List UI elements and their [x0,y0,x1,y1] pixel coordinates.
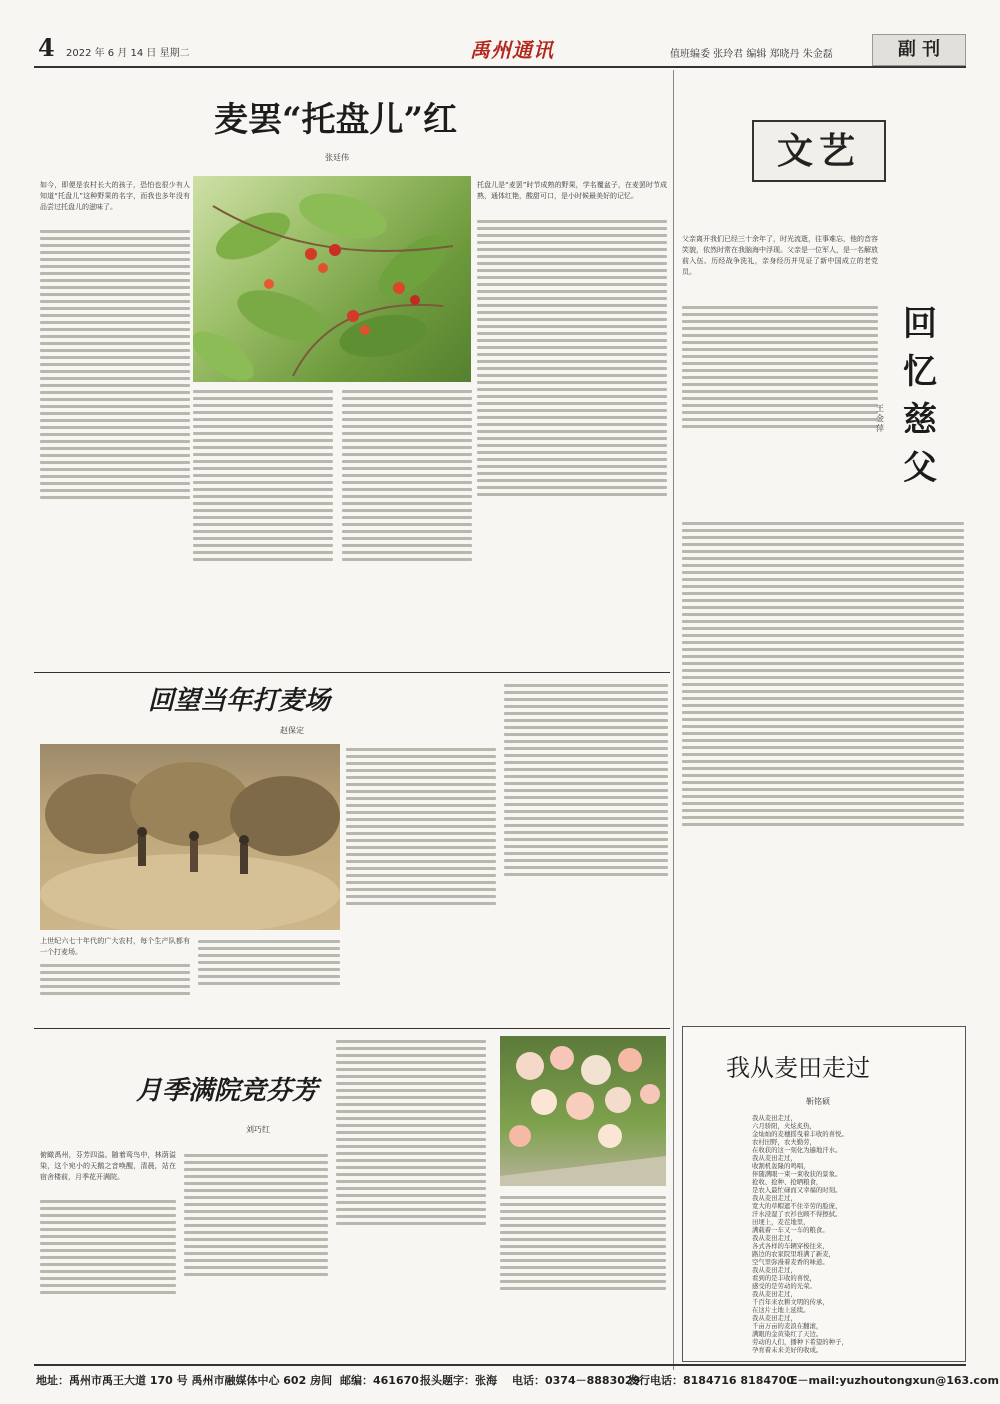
issue-date: 2022 年 6 月 14 日 星期二 [66,48,190,59]
rose-photo [500,1036,666,1186]
article2-text-col2 [198,936,340,1020]
poem-line: 看到的是丰收的喜悦， [752,1274,816,1282]
poem-line: 满载着一车又一车的粮食。 [752,1226,829,1234]
footer-phone: 电话：0374－8883029 [512,1374,641,1387]
article3-text-col3 [336,1036,486,1360]
article2-author: 赵保定 [280,726,304,735]
footer-postcode: 邮编：461670 [340,1374,419,1387]
footer-distribution: 发行电话：8184716 8184700 [628,1374,794,1387]
article2-caption: 上世纪六七十年代的广大农村，每个生产队都有一个打麦场。 [40,937,190,956]
article3-text-col1 [40,1196,176,1360]
poem-line: 伴随满眼一束一束收获的景象。 [752,1170,842,1178]
article2-text-col4 [504,680,668,1020]
poem-line: 农村田野，农夫勤劳， [752,1138,816,1146]
page-number: 4 [38,33,55,62]
article1-title: 麦罢“托盘儿”红 [214,100,458,140]
article3-author: 刘巧红 [246,1125,270,1134]
poem-line: 宽大的草帽遮不住辛劳的脸庞， [752,1202,842,1210]
poem-line: 我从麦田走过， [752,1290,797,1298]
article2-title: 回望当年打麦场 [148,686,331,716]
poem-line: 汗水浸湿了衣衫也顾不得擦拭。 [752,1210,842,1218]
poem-line: 我从麦田走过， [752,1194,797,1202]
article1-para: 托盘儿是“麦罢”时节成熟的野果，学名覆盆子，在麦罢时节成熟，通体红艳，酸甜可口，是小时候最美好的记忆。 [477,181,667,200]
article1-opening: 如今，即便是农村长大的孩子，恐怕也很少有人知道“托盘儿”这种野果的名字，而我也多年没有品尝过托盘儿的滋味了。 [40,181,190,211]
poem-line: 感受的是劳动的光荣。 [752,1282,816,1290]
poem-title: 我从麦田走过 [726,1054,870,1082]
article2-text-col3 [346,744,496,1020]
article3-opening: 俯瞰禹州，芬芳四溢。随着鸾鸟中，林荫溢染，这个宛小的天鹅之音唤醒，清晨，站在宿舍楼前，月季花开满院。 [40,1151,176,1181]
poem-line: 收割机轰隆的鸣唱， [752,1162,810,1170]
poem-line: 满眼的金黄染红了天边。 [752,1330,823,1338]
article1-text-col3 [342,386,472,666]
poem-line: 千亩万亩的麦浪在翻滚， [752,1322,823,1330]
divider-2 [34,1028,670,1029]
editors: 值班编委 张玲君 编辑 郑晓丹 朱金磊 [670,49,833,60]
footer-hotline: 报头题字：张海 [420,1374,497,1387]
article4-author: 王金萍 [876,404,884,433]
raspberry-photo [193,176,471,382]
article1-text-col2 [193,386,333,666]
article1-author: 张廷伟 [325,153,349,162]
article1-text-col1 [40,226,190,666]
article1-text-col4 [477,216,667,666]
article2-text-col1 [40,960,190,1020]
poem-line: 各式各样的车辆穿梭往来， [752,1242,829,1250]
poem-line: 抢收、抢种、抢晒粮食， [752,1178,823,1186]
article4-title: 回忆慈父 [903,304,937,488]
poem-author: 靳铭硕 [806,1097,830,1106]
header-rule [34,66,966,68]
poem-line: 千百年来农耕文明的传承， [752,1298,829,1306]
footer-address: 地址：禹州市禹王大道 170 号 禹州市融媒体中心 602 房间 [36,1374,333,1387]
article4-opening: 父亲离开我们已经三十余年了，时光流逝，往事难忘，他的音容笑貌，依然时常在我脑海中浮现。父亲是一位军人，是一名解放前入伍、历经战争洗礼，亲身经历并见证了新中国成立的老党员。 [682,235,878,276]
poem-line: 我从麦田走过， [752,1154,797,1162]
article3-title: 月季满院竞芬芳 [136,1076,319,1106]
column-badge: 文艺 [752,120,886,182]
divider-1 [34,672,670,673]
article4-text-col-top [682,302,878,510]
poem-line: 田埂上，麦茬地里， [752,1218,810,1226]
poem-line: 我从麦田走过， [752,1234,797,1242]
poem-line: 金灿灿的麦穗摇曳着丰收的喜悦。 [752,1130,848,1138]
masthead-logo: 禹州通讯 [470,38,554,62]
poem-line: 空气里弥漫着麦香的味道。 [752,1258,829,1266]
poem-line: 路边的农家院里堆满了新麦， [752,1250,836,1258]
poem-lines [752,1114,952,1354]
poem-line: 我从麦田走过， [752,1266,797,1274]
threshing-photo [40,744,340,930]
poem-line: 我从麦田走过， [752,1114,797,1122]
footer-rule [34,1364,966,1366]
footer-email: E－mail:yuzhoutongxun@163.com [790,1374,999,1387]
poem-line: 我从麦田走过， [752,1314,797,1322]
poem-line: 六月骄阳，火炫炙热， [752,1122,816,1130]
poem-line: 是农人最忙碌而又幸福的时刻。 [752,1186,842,1194]
article4-text-col-bottom [682,518,964,1012]
poem-line: 劳动的人们，播种下希望的种子， [752,1338,848,1346]
article3-text-col2 [184,1150,328,1360]
poem-line: 在这片土地上延续。 [752,1306,810,1314]
poem-line: 孕育着未来美好的收成。 [752,1346,823,1354]
section-label: 副 刊 [872,34,966,66]
article3-text-col4 [500,1192,666,1360]
poem-line: 在收获的这一刻化为遍地汗水。 [752,1146,842,1154]
column-divider [673,70,674,1370]
